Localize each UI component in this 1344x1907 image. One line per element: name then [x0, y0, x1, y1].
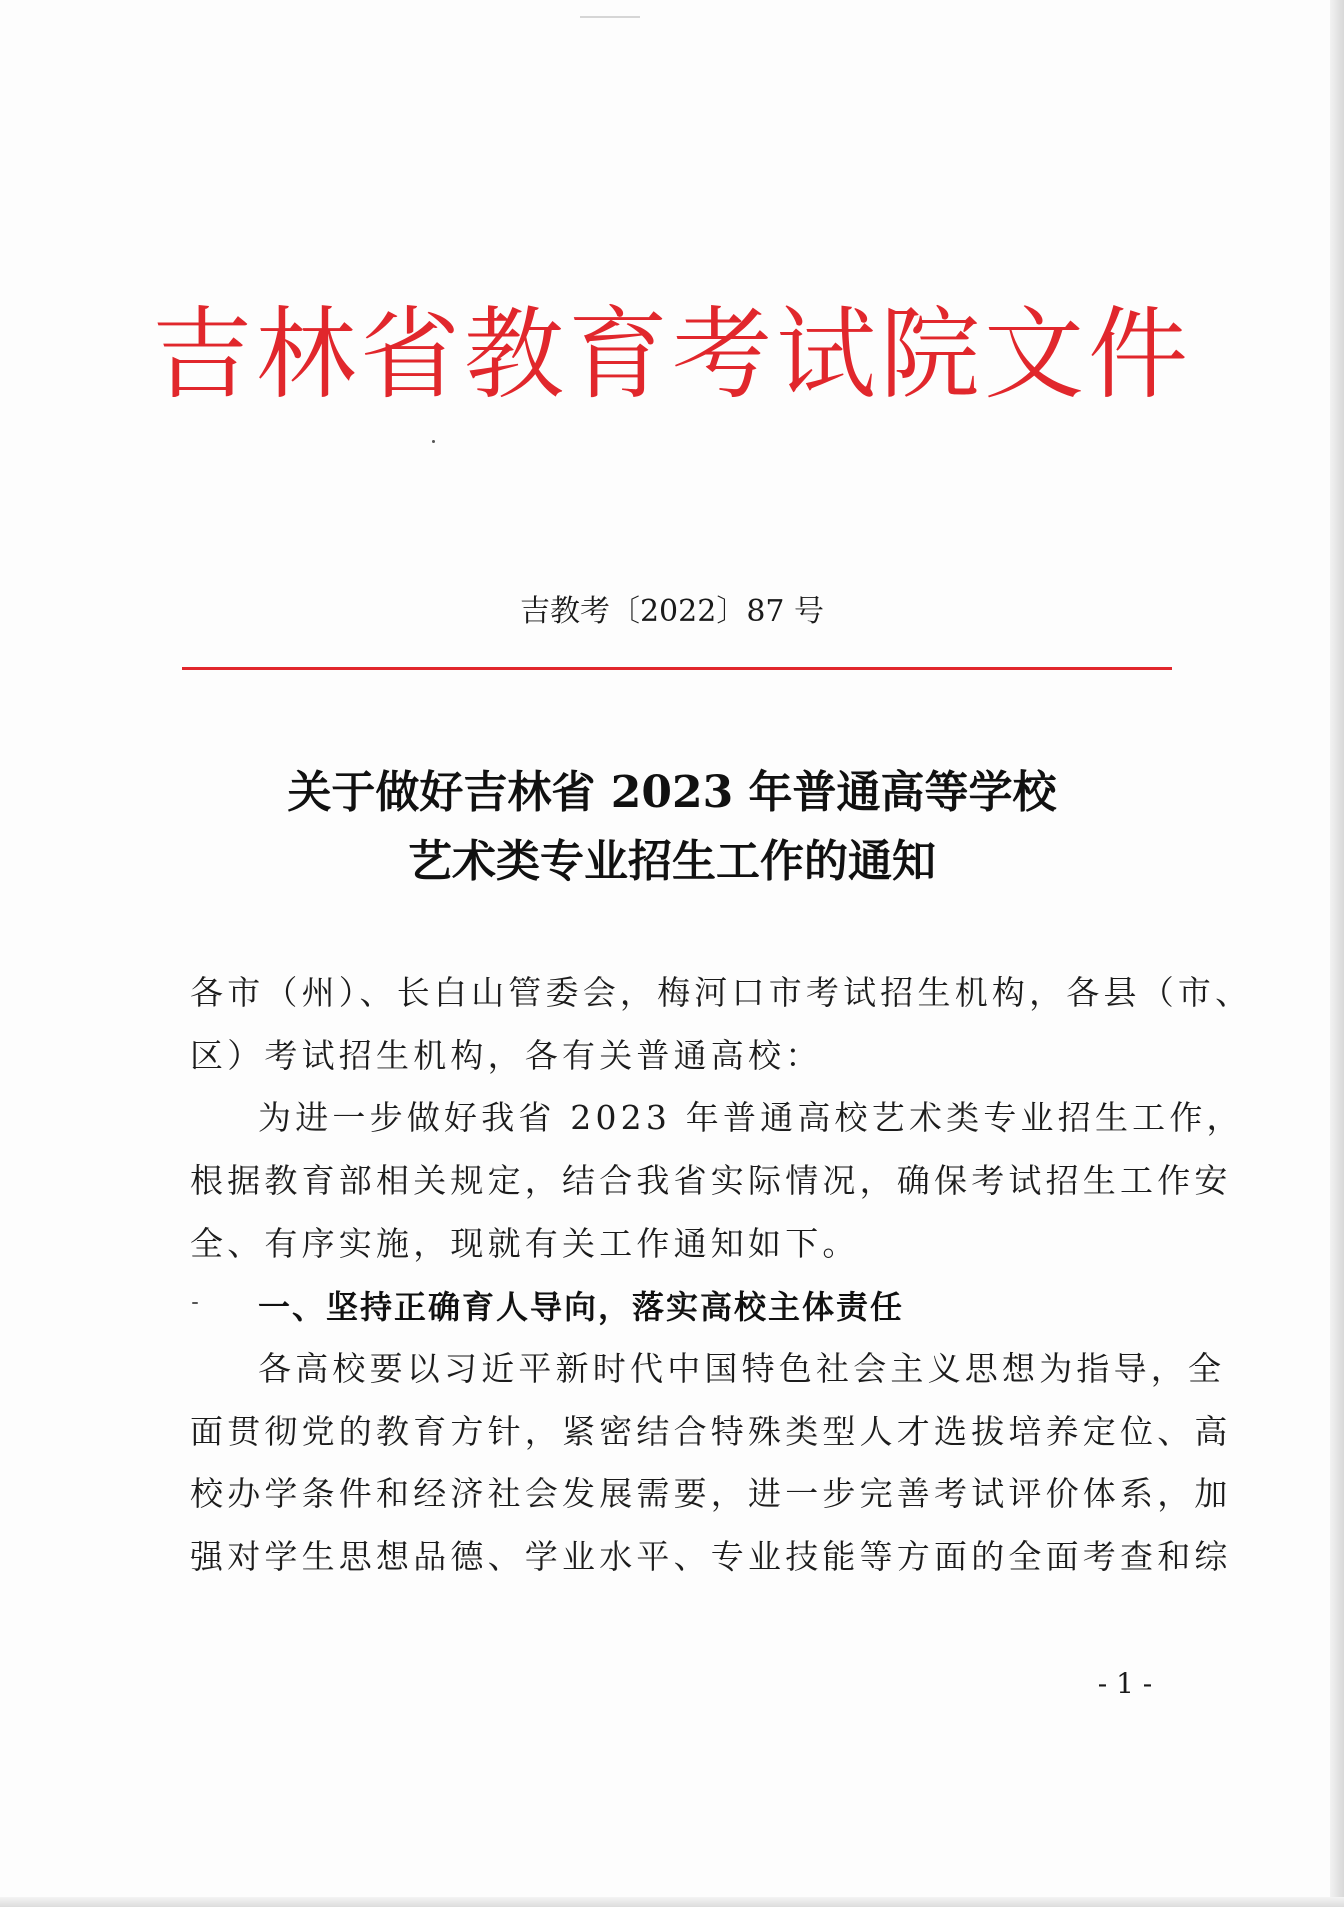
document-title-line-2: 艺术类专业招生工作的通知: [408, 836, 936, 887]
issuer-masthead: 吉林省教育考试院文件: [152, 296, 1192, 413]
document-number: 吉教考〔2022〕87 号: [519, 594, 825, 629]
intro-line-3: 全、有序实施，现就有关工作通知如下。: [190, 1224, 860, 1263]
section-paragraph-line-2: 面贯彻党的教育方针，紧密结合特殊类型人才选拔培养定位、高: [190, 1412, 1232, 1451]
scan-shadow-right: [1330, 0, 1344, 1907]
addressee-line-1: 各市（州）、长白山管委会，梅河口市考试招生机构，各县（市、: [190, 973, 1253, 1012]
section-paragraph-line-4: 强对学生思想品德、学业水平、专业技能等方面的全面考查和综: [190, 1537, 1232, 1576]
red-separator-rule: [182, 667, 1172, 670]
scan-speck: [432, 440, 435, 443]
section-paragraph-line-1: 各高校要以习近平新时代中国特色社会主义思想为指导，全: [258, 1349, 1226, 1388]
section-paragraph-line-3: 校办学条件和经济社会发展需要，进一步完善考试评价体系，加: [190, 1474, 1232, 1513]
page-number: - 1 -: [1097, 1667, 1153, 1700]
scan-speck: [192, 1302, 198, 1304]
document-title-line-1: 关于做好吉林省 2023 年普通高等学校: [287, 767, 1057, 818]
section-heading: 一、坚持正确育人导向，落实高校主体责任: [258, 1288, 905, 1326]
addressee-line-2: 区）考试招生机构，各有关普通高校：: [190, 1036, 823, 1075]
intro-line-2: 根据教育部相关规定，结合我省实际情况，确保考试招生工作安: [190, 1161, 1232, 1200]
intro-line-1: 为进一步做好我省 2023 年普通高校艺术类专业招生工作，: [258, 1098, 1244, 1137]
scan-artifact: [580, 16, 640, 18]
scan-shadow-bottom: [0, 1897, 1344, 1907]
